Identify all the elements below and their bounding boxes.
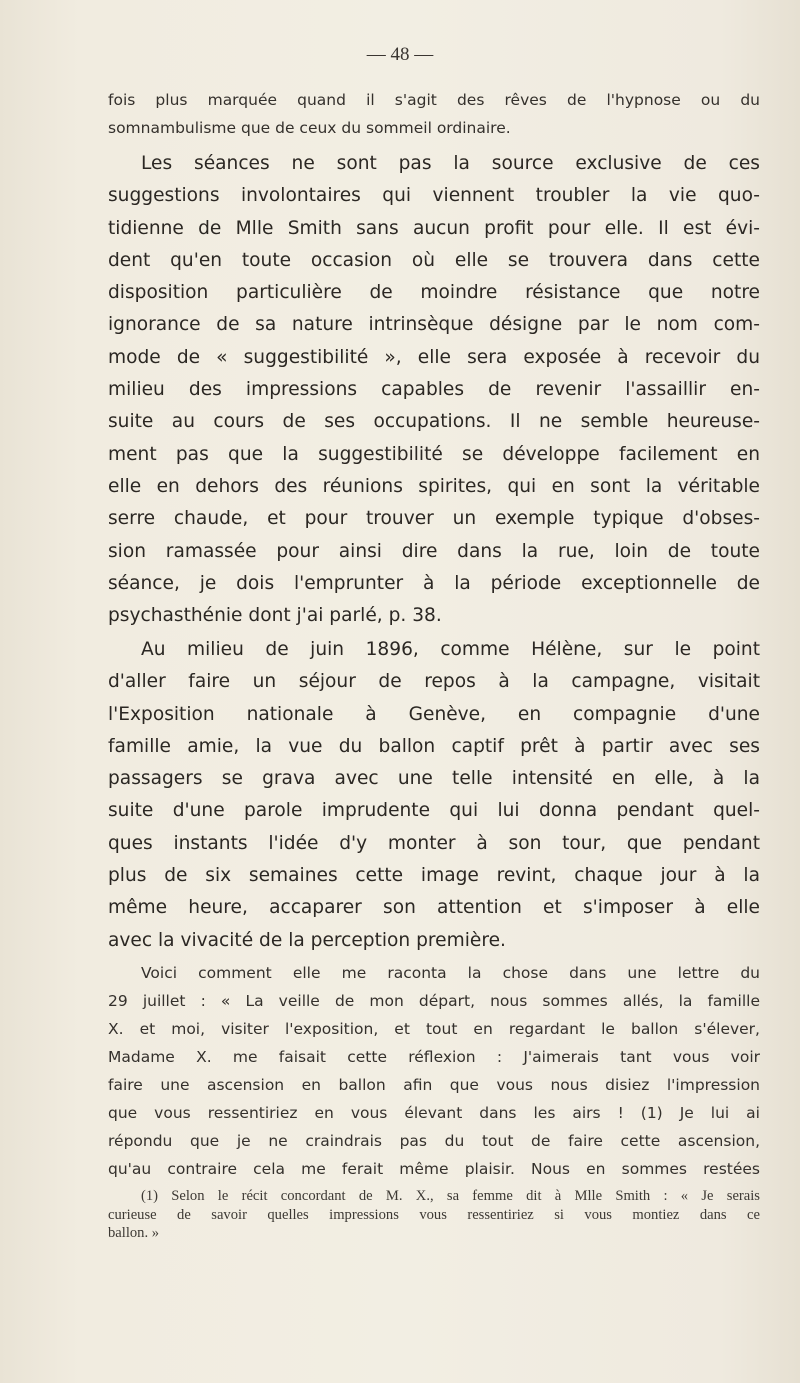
text-line: X. et moi, visiter l'exposition, et tout en regardant le ballon s'élever, bbox=[108, 1020, 760, 1038]
text-line: ignorance de sa nature intrinsèque désigne par le nom com- bbox=[108, 314, 760, 336]
text-line: fois plus marquée quand il s'agit des rêves de l'hypnose ou du bbox=[108, 91, 760, 109]
footnote-line: ballon. » bbox=[108, 1225, 160, 1241]
text-line: l'Exposition nationale à Genève, en compagnie d'une bbox=[108, 703, 760, 725]
text-line: répondu que je ne craindrais pas du tout de faire cette ascension, bbox=[108, 1132, 760, 1150]
text-line: ment pas que la suggestibilité se développe facilement en bbox=[108, 443, 760, 465]
text-line: suite d'une parole imprudente qui lui donna pendant quel- bbox=[108, 800, 760, 822]
footnote bbox=[108, 1187, 760, 1243]
text-line: milieu des impressions capables de revenir l'assaillir en- bbox=[108, 379, 760, 401]
paragraph-exposition bbox=[108, 634, 760, 957]
paragraph-seances bbox=[108, 148, 760, 632]
text-line: avec la vivacité de la perception première. bbox=[108, 929, 506, 951]
text-line: dent qu'en toute occasion où elle se trouvera dans cette bbox=[108, 249, 760, 271]
text-line: Voici comment elle me raconta la chose dans une lettre du bbox=[141, 964, 760, 982]
text-line: d'aller faire un séjour de repos à la campagne, visitait bbox=[108, 671, 760, 693]
paragraph-letter bbox=[108, 959, 760, 1183]
text-line: serre chaude, et pour trouver un exemple typique d'obses- bbox=[108, 508, 760, 530]
footnote-line: curieuse de savoir quelles impressions vous ressentiriez si vous montiez dans ce bbox=[108, 1206, 760, 1223]
text-line: Madame X. me faisait cette réflexion : J'aimerais tant vous voir bbox=[108, 1048, 760, 1066]
text-line: même heure, accaparer son attention et s'imposer à elle bbox=[108, 897, 760, 919]
text-line: famille amie, la vue du ballon captif prêt à partir avec ses bbox=[108, 735, 760, 757]
text-line: Les séances ne sont pas la source exclusive de ces bbox=[141, 153, 760, 174]
text-line: mode de « suggestibilité », elle sera exposée à recevoir du bbox=[108, 346, 760, 368]
text-line: faire une ascension en ballon afin que vous nous disiez l'impression bbox=[108, 1076, 760, 1094]
footnote-line: (1) Selon le récit concordant de M. X., sa femme dit à Mlle Smith : « Je serais bbox=[141, 1188, 760, 1204]
text-line: elle en dehors des réunions spirites, qui en sont la véritable bbox=[108, 475, 760, 497]
text-line: sion ramassée pour ainsi dire dans la rue, loin de toute bbox=[108, 540, 760, 562]
text-line: qu'au contraire cela me ferait même plaisir. Nous en sommes restées bbox=[108, 1160, 760, 1178]
text-line: somnambulisme que de ceux du sommeil ordinaire. bbox=[108, 119, 511, 137]
text-line: passagers se grava avec une telle intensité en elle, à la bbox=[108, 768, 760, 790]
page-number: — 48 — bbox=[366, 44, 434, 65]
text-line: Au milieu de juin 1896, comme Hélène, sur le point bbox=[141, 639, 760, 660]
text-line: 29 juillet : « La veille de mon départ, nous sommes allés, la famille bbox=[108, 992, 760, 1010]
text-line: psychasthénie dont j'ai parlé, p. 38. bbox=[108, 605, 442, 627]
text-line: que vous ressentiriez en vous élevant dans les airs ! (1) Je lui ai bbox=[108, 1104, 760, 1122]
text-line: disposition particulière de moindre résistance que notre bbox=[108, 282, 760, 304]
text-line: séance, je dois l'emprunter à la période exceptionnelle de bbox=[108, 572, 760, 594]
text-line: tidienne de Mlle Smith sans aucun profit pour elle. Il est évi- bbox=[108, 217, 760, 239]
opening-continuation bbox=[108, 86, 760, 142]
text-line: suggestions involontaires qui viennent troubler la vie quo- bbox=[108, 185, 760, 207]
text-line: ques instants l'idée d'y monter à son tour, que pendant bbox=[108, 832, 760, 854]
text-line: suite au cours de ses occupations. Il ne semble heureuse- bbox=[108, 411, 760, 433]
text-line: plus de six semaines cette image revint, chaque jour à la bbox=[108, 865, 760, 887]
